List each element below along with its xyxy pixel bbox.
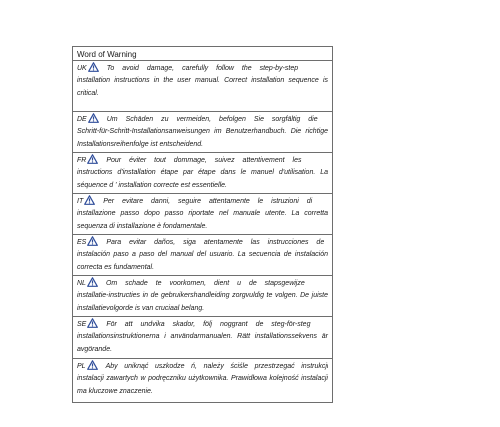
language-code: PL (77, 363, 86, 370)
warning-text-rest: instructions d'installation étape par étape dans le manuel d'utilisation. La séquence d ' installation correcte est essentielle. (77, 169, 328, 189)
language-code: IT (77, 198, 84, 205)
warning-text-rest: instalación paso a paso del manual del usuario. La secuencia de instalación correcta es fundamental. (77, 251, 328, 271)
row-first-line (77, 195, 328, 208)
language-code: DE (77, 116, 87, 123)
warning-row-de (73, 112, 332, 153)
row-first-line (77, 236, 328, 249)
row-first-line (77, 277, 328, 290)
warning-text-rest: installationsinstruktionerna i användarmanualen. Rätt installationssekvens är avgörande. (77, 333, 328, 353)
language-code: NL (77, 280, 86, 287)
row-first-line (77, 154, 328, 167)
warning-row-es (73, 235, 332, 276)
warning-row-fr (73, 153, 332, 194)
warning-text-rest: installatie-instructies in de gebruikershandleiding zorgvuldig te volgen. De juiste installatievolgorde is van cruciaal belang. (77, 292, 328, 312)
warning-triangle-icon (88, 113, 99, 123)
warning-rows (73, 61, 332, 402)
warning-triangle-icon (84, 195, 95, 205)
table-header (73, 47, 332, 61)
warning-row-se (73, 317, 332, 359)
warning-text-first: To avoid damage, carefully follow the step-by-step (106, 65, 299, 72)
warning-triangle-icon (87, 360, 98, 370)
header-title: Word of Warning (77, 50, 137, 59)
warning-table (72, 46, 333, 403)
warning-triangle-icon (87, 154, 98, 164)
warning-text-rest: installation instructions in the user manual. Correct installation sequence is critical. (77, 77, 328, 97)
language-code: ES (77, 239, 87, 246)
warning-text-rest: installazione passo dopo passo riportate nel manuale utente. La corretta sequenza di installazione è fondamentale. (77, 210, 328, 230)
warning-text-first: Om schade te voorkomen, dient u de stapsgewijze (105, 280, 305, 287)
warning-text-first: För att undvika skador, följ noggrant de steg-för-steg (106, 321, 311, 328)
warning-text-first: Pour éviter tout dommage, suivez attentivement les (106, 157, 302, 164)
warning-row-pl (73, 359, 332, 402)
warning-row-it (73, 194, 332, 235)
warning-triangle-icon (87, 318, 98, 328)
language-code: SE (77, 321, 87, 328)
row-first-line (77, 318, 328, 331)
warning-triangle-icon (87, 277, 98, 287)
warning-triangle-icon (87, 236, 98, 246)
language-code: FR (77, 157, 87, 164)
row-first-line (77, 113, 328, 126)
row-first-line (77, 360, 328, 373)
warning-text-first: Para evitar daños, siga atentamente las instrucciones de (106, 239, 325, 246)
language-code: UK (77, 65, 87, 72)
row-first-line (77, 62, 328, 75)
warning-text-rest: instalacji zawartych w podręczniku użytkownika. Prawidłowa kolejność instalacji ma kluczowe znaczenie. (77, 375, 328, 395)
warning-text-rest: Schritt-für-Schritt-Installationsanweisungen im Benutzerhandbuch. Die richtige Installationsreihenfolge ist entscheidend. (77, 128, 328, 148)
warning-text-first: Um Schäden zu vermeiden, befolgen Sie sorgfältig die (106, 116, 318, 123)
warning-text-first: Aby uniknąć uszkodze ń, należy ściśle przestrzegać instrukcji (105, 363, 328, 370)
warning-text-first: Per evitare danni, seguire attentamente le istruzioni di (103, 198, 313, 205)
warning-row-uk (73, 61, 332, 112)
warning-row-nl (73, 276, 332, 317)
warning-triangle-icon (88, 62, 99, 72)
